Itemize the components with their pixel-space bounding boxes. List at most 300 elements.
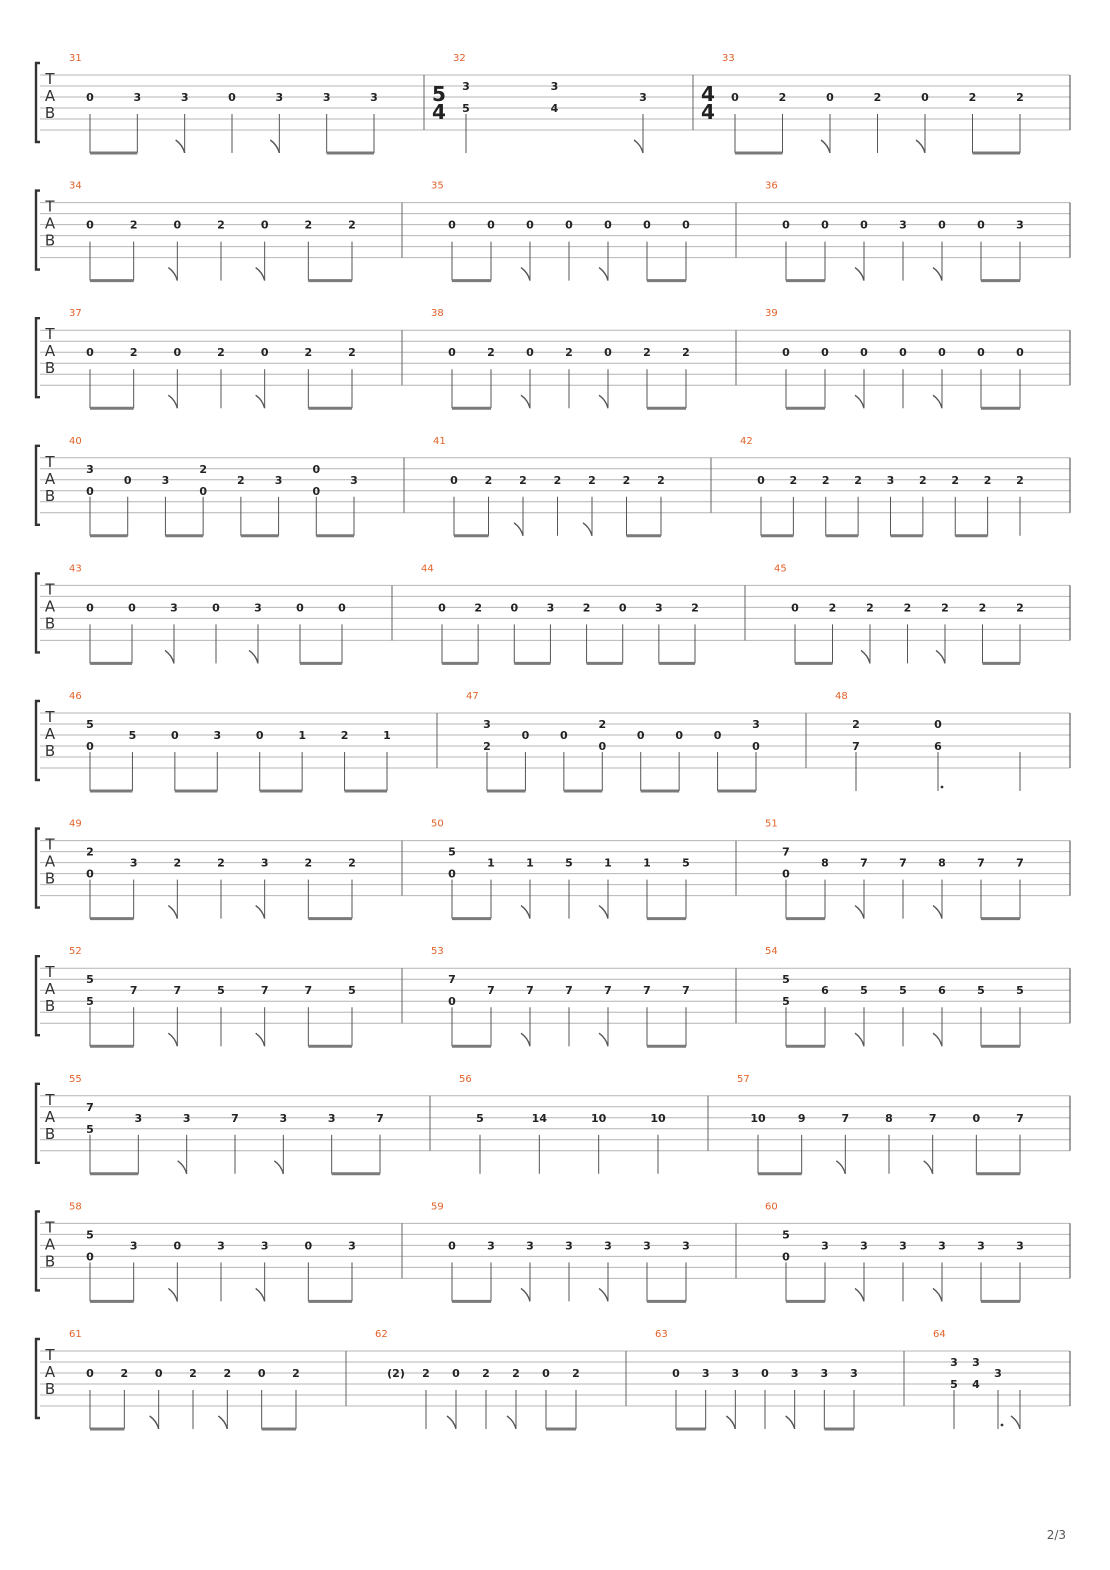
fret-number: 0 [675, 729, 683, 742]
fret-number: 2 [852, 718, 860, 731]
measure-number: 64 [933, 1329, 946, 1340]
fret-number: 3 [860, 1239, 868, 1253]
fret-number: 5 [860, 984, 868, 998]
fret-number: 5 [565, 856, 573, 870]
fret-number: 0 [713, 729, 722, 742]
fret-number: 4 [550, 102, 559, 115]
note-flag [634, 140, 643, 153]
fret-number: 7 [260, 984, 269, 998]
tab-clef-letter: B [44, 359, 56, 378]
fret-number: 7 [604, 984, 612, 998]
note-flag [521, 1288, 530, 1301]
fret-number: 0 [448, 346, 456, 360]
note-flag [256, 906, 265, 919]
note-flag [599, 1033, 608, 1046]
note-flag [855, 1033, 864, 1046]
fret-number: 0 [643, 218, 651, 232]
dot [941, 786, 944, 789]
fret-number: 2 [866, 601, 874, 615]
tab-clef-letter: T [45, 197, 55, 216]
fret-number: 2 [983, 473, 992, 487]
fret-number: 2 [483, 740, 491, 753]
fret-number: 7 [977, 856, 985, 870]
dot [1001, 1424, 1004, 1427]
fret-number: 2 [237, 473, 245, 487]
fret-number: 3 [279, 1111, 288, 1125]
time-signature-bottom: 4 [432, 100, 446, 124]
note-flag [256, 395, 265, 408]
fret-number: 2 [304, 856, 313, 870]
fret-number: 3 [821, 1239, 829, 1253]
fret-number: 3 [886, 473, 895, 487]
note-flag [916, 140, 925, 153]
note-flag [726, 1416, 735, 1429]
fret-number: 0 [438, 601, 446, 615]
fret-number: 0 [86, 91, 94, 104]
fret-number: 0 [86, 484, 94, 498]
note-flag [521, 906, 530, 919]
measure-number: 47 [466, 691, 479, 702]
fret-number: 0 [934, 718, 942, 731]
note-flag [786, 1416, 795, 1429]
fret-number: 0 [757, 473, 765, 487]
tab-clef-letter: A [44, 1107, 56, 1126]
fret-number: 2 [657, 473, 665, 487]
fret-number: 3 [275, 91, 284, 104]
fret-number: 3 [899, 218, 907, 232]
note-flag [599, 906, 608, 919]
measure-number: 41 [433, 435, 446, 447]
tab-clef-letter: B [44, 869, 56, 888]
tab-clef-letter: B [44, 997, 56, 1016]
fret-number: 0 [752, 740, 760, 753]
fret-number: 7 [928, 1111, 937, 1125]
fret-number: 0 [972, 1111, 981, 1125]
fret-number: 0 [565, 218, 573, 232]
fret-number: 0 [761, 1367, 769, 1380]
fret-number: 0 [782, 1250, 790, 1264]
fret-number: 0 [86, 1250, 94, 1264]
fret-number: 4 [972, 1378, 980, 1391]
fret-number: 0 [782, 867, 790, 881]
note-flag [855, 1288, 864, 1301]
fret-number: 7 [129, 984, 138, 998]
fret-number: 5 [86, 1228, 94, 1242]
fret-number: 3 [899, 1239, 907, 1253]
fret-number: 0 [526, 346, 534, 360]
fret-number: 2 [778, 91, 787, 104]
measure-number: 43 [69, 563, 82, 575]
note-flag [168, 1288, 177, 1301]
fret-number: 5 [86, 973, 94, 987]
system-bracket [36, 701, 40, 780]
fret-number: 3 [161, 473, 170, 487]
fret-number: 0 [921, 91, 929, 104]
fret-number: 2 [348, 346, 356, 360]
fret-number: 5 [682, 856, 690, 870]
fret-number: 0 [526, 218, 534, 232]
fret-number: 3 [701, 1367, 710, 1380]
fret-number: 2 [484, 473, 493, 487]
system-bracket [36, 1211, 40, 1290]
fret-number: 3 [604, 1239, 612, 1253]
fret-number: 2 [512, 1367, 520, 1380]
fret-number: 9 [797, 1111, 806, 1125]
system-bracket [36, 829, 40, 908]
fret-number: 3 [731, 1367, 740, 1380]
note-flag [256, 1288, 265, 1301]
fret-number: 0 [154, 1367, 163, 1380]
fret-number: 0 [257, 1367, 266, 1380]
fret-number: 0 [731, 91, 739, 104]
measure-number: 49 [69, 818, 82, 830]
fret-number: 5 [348, 984, 356, 998]
fret-number: 7 [841, 1111, 850, 1125]
note-flag [924, 1161, 933, 1174]
fret-number: 5 [1016, 984, 1024, 998]
fret-number: 5 [86, 1122, 94, 1136]
fret-number: 2 [482, 1367, 490, 1380]
fret-number: 2 [588, 473, 596, 487]
tab-clef-letter: T [45, 580, 55, 599]
measure-number: 50 [431, 818, 444, 830]
measure-number: 32 [453, 53, 466, 64]
measure-number: 60 [765, 1201, 778, 1213]
fret-number: 0 [86, 218, 94, 232]
fret-number: 2 [789, 473, 798, 487]
fret-number: 2 [474, 601, 482, 615]
fret-number: 5 [899, 984, 907, 998]
fret-number: 0 [452, 1367, 460, 1380]
fret-number: 2 [941, 601, 949, 615]
note-flag [521, 1033, 530, 1046]
note-flag [861, 650, 870, 663]
fret-number: 10 [750, 1111, 766, 1125]
fret-number: 2 [828, 601, 837, 615]
fret-number: 3 [260, 856, 269, 870]
fret-number: 2 [304, 346, 313, 360]
note-flag [256, 268, 265, 281]
fret-number: 0 [312, 484, 321, 498]
tab-clef-letter: B [44, 614, 56, 633]
fret-number: 7 [86, 1100, 94, 1114]
measure-number: 45 [774, 563, 787, 575]
fret-number: 0 [560, 729, 568, 742]
fret-number: 0 [448, 995, 456, 1009]
tab-clef-letter: T [45, 708, 55, 726]
fret-number: 2 [129, 218, 138, 232]
tab-clef-letter: B [44, 1252, 56, 1271]
fret-number: 2 [348, 856, 356, 870]
system-bracket [36, 446, 40, 525]
fret-number: 2 [199, 462, 207, 476]
system-bracket [36, 573, 40, 652]
measure-number: 54 [765, 946, 778, 958]
fret-number: 3 [348, 1239, 356, 1253]
fret-number: 7 [231, 1111, 239, 1125]
fret-number: 3 [972, 1356, 980, 1369]
system-bracket [36, 191, 40, 270]
note-flag [855, 395, 864, 408]
fret-number: 2 [682, 346, 690, 360]
fret-number: 3 [526, 1239, 534, 1253]
note-flag [599, 268, 608, 281]
tab-clef-letter: A [44, 342, 56, 361]
fret-number: 0 [521, 729, 530, 742]
fret-number: 6 [934, 740, 942, 753]
measure-number: 33 [722, 53, 735, 64]
fret-number: 5 [950, 1378, 958, 1391]
fret-number: 0 [312, 462, 321, 476]
fret-number: 7 [565, 984, 573, 998]
fret-number: 2 [821, 473, 830, 487]
fret-number: 0 [977, 346, 985, 360]
fret-number: 0 [448, 218, 456, 232]
fret-number: 0 [86, 601, 94, 615]
fret-number: 3 [994, 1367, 1002, 1380]
tab-clef-letter: T [45, 963, 55, 982]
fret-number: 7 [173, 984, 182, 998]
note-flag [821, 140, 830, 153]
fret-number: 7 [782, 845, 790, 859]
page-number: 2/3 [1046, 1528, 1066, 1542]
fret-number: 7 [643, 984, 651, 998]
measure-number: 31 [69, 53, 82, 64]
note-flag [836, 1161, 845, 1174]
measure-number: 40 [69, 435, 82, 447]
fret-number: 0 [86, 867, 94, 881]
fret-number: (2) [387, 1367, 405, 1380]
fret-number: 2 [622, 473, 631, 487]
fret-number: 0 [448, 867, 456, 881]
fret-number: 0 [938, 346, 946, 360]
measure-number: 42 [740, 435, 753, 447]
tab-clef-letter: B [44, 1380, 56, 1398]
measure-number: 56 [459, 1073, 472, 1085]
note-flag [168, 1033, 177, 1046]
fret-number: 2 [292, 1367, 300, 1380]
fret-number: 2 [340, 729, 349, 742]
fret-number: 0 [338, 601, 346, 615]
fret-number: 3 [254, 601, 262, 615]
fret-number: 2 [978, 601, 987, 615]
measure-number: 46 [69, 691, 82, 702]
fret-number: 7 [852, 740, 860, 753]
tab-clef-letter: A [44, 725, 56, 743]
fret-number: 2 [1016, 473, 1024, 487]
fret-number: 0 [173, 1239, 182, 1253]
measure-number: 55 [69, 1073, 82, 1085]
fret-number: 3 [850, 1367, 858, 1380]
fret-number: 3 [1016, 218, 1024, 232]
tab-clef-letter: T [45, 452, 55, 471]
fret-number: 1 [604, 856, 612, 870]
note-flag [150, 1416, 159, 1429]
fret-number: 2 [120, 1367, 129, 1380]
fret-number: 3 [182, 1111, 191, 1125]
fret-number: 2 [951, 473, 960, 487]
fret-number: 0 [682, 218, 690, 232]
fret-number: 3 [977, 1239, 985, 1253]
fret-number: 10 [650, 1111, 666, 1125]
fret-number: 3 [129, 856, 138, 870]
fret-number: 2 [643, 346, 651, 360]
fret-number: 2 [553, 473, 562, 487]
fret-number: 0 [977, 218, 985, 232]
fret-number: 0 [448, 1239, 456, 1253]
fret-number: 2 [519, 473, 527, 487]
note-flag [218, 1416, 227, 1429]
fret-number: 1 [298, 729, 306, 742]
fret-number: 3 [1016, 1239, 1024, 1253]
fret-number: 3 [682, 1239, 690, 1253]
fret-number: 3 [274, 473, 283, 487]
note-flag [178, 1161, 187, 1174]
fret-number: 5 [782, 1228, 790, 1242]
fret-number: 3 [213, 729, 222, 742]
fret-number: 3 [133, 91, 142, 104]
note-flag [521, 395, 530, 408]
fret-number: 0 [86, 346, 94, 360]
fret-number: 3 [217, 1239, 225, 1253]
fret-number: 0 [782, 346, 790, 360]
fret-number: 8 [885, 1111, 893, 1125]
fret-number: 3 [546, 601, 555, 615]
fret-number: 3 [820, 1367, 829, 1380]
fret-number: 2 [1016, 601, 1024, 615]
fret-number: 0 [173, 346, 182, 360]
fret-number: 3 [790, 1367, 799, 1380]
tab-clef-letter: B [44, 231, 56, 250]
fret-number: 5 [782, 973, 790, 987]
fret-number: 3 [86, 462, 94, 476]
fret-number: 0 [304, 1239, 313, 1253]
fret-number: 2 [223, 1367, 232, 1380]
fret-number: 0 [171, 729, 179, 742]
fret-number: 3 [260, 1239, 269, 1253]
fret-number: 0 [598, 740, 607, 753]
tab-clef-letter: B [44, 742, 56, 760]
fret-number: 3 [565, 1239, 573, 1253]
fret-number: 2 [217, 856, 225, 870]
fret-number: 5 [476, 1111, 484, 1125]
tab-clef-letter: T [45, 1346, 55, 1364]
note-flag [270, 140, 279, 153]
tab-clef-letter: T [45, 1090, 55, 1109]
fret-number: 14 [531, 1111, 547, 1125]
measure-number: 53 [431, 946, 444, 958]
fret-number: 0 [510, 601, 519, 615]
fret-number: 7 [304, 984, 313, 998]
note-flag [936, 650, 945, 663]
fret-number: 0 [123, 473, 132, 487]
measure-number: 38 [431, 308, 444, 320]
fret-number: 0 [826, 91, 834, 104]
fret-number: 2 [919, 473, 927, 487]
fret-number: 0 [128, 601, 136, 615]
fret-number: 0 [860, 346, 868, 360]
fret-number: 0 [212, 601, 220, 615]
fret-number: 2 [422, 1367, 430, 1380]
fret-number: 3 [370, 91, 378, 104]
fret-number: 2 [173, 856, 182, 870]
measure-number: 48 [835, 691, 848, 702]
fret-number: 3 [327, 1111, 336, 1125]
tab-clef-letter: A [44, 597, 56, 616]
fret-number: 3 [322, 91, 331, 104]
fret-number: 6 [821, 984, 829, 998]
fret-number: 2 [582, 601, 591, 615]
fret-number: 7 [682, 984, 690, 998]
fret-number: 6 [938, 984, 946, 998]
system-bracket [36, 63, 40, 142]
note-flag [165, 650, 174, 663]
tab-clef-letter: B [44, 486, 56, 505]
fret-number: 3 [134, 1111, 143, 1125]
fret-number: 2 [968, 91, 977, 104]
note-flag [249, 650, 258, 663]
measure-number: 36 [765, 180, 778, 192]
tab-clef-letter: T [45, 1218, 55, 1237]
fret-number: 7 [899, 856, 907, 870]
fret-number: 3 [129, 1239, 138, 1253]
fret-number: 5 [448, 845, 456, 859]
measure-number: 58 [69, 1201, 82, 1213]
tab-clef-letter: T [45, 70, 55, 88]
fret-number: 5 [782, 995, 790, 1009]
fret-number: 2 [487, 346, 495, 360]
fret-number: 10 [591, 1111, 607, 1125]
fret-number: 3 [950, 1356, 958, 1369]
fret-number: 8 [938, 856, 946, 870]
tab-clef-letter: A [44, 214, 56, 233]
fret-number: 0 [860, 218, 868, 232]
tab-clef-letter: B [44, 104, 56, 122]
fret-number: 5 [86, 995, 94, 1009]
fret-number: 0 [899, 346, 907, 360]
fret-number: 2 [1016, 91, 1024, 104]
note-flag [256, 1033, 265, 1046]
fret-number: 0 [260, 346, 269, 360]
fret-number: 1 [487, 856, 495, 870]
system-bracket [36, 1084, 40, 1163]
fret-number: 3 [752, 718, 760, 731]
time-signature-top: 5 [432, 82, 446, 106]
note-flag [168, 395, 177, 408]
fret-number: 0 [86, 740, 94, 753]
fret-number: 7 [448, 973, 456, 987]
fret-number: 0 [604, 346, 612, 360]
fret-number: 0 [199, 484, 207, 498]
fret-number: 3 [487, 1239, 495, 1253]
fret-number: 1 [526, 856, 534, 870]
fret-number: 3 [643, 1239, 651, 1253]
fret-number: 0 [938, 218, 946, 232]
fret-number: 5 [86, 718, 94, 731]
measure-number: 61 [69, 1329, 82, 1340]
tab-clef-letter: T [45, 325, 55, 344]
fret-number: 3 [170, 601, 178, 615]
fret-number: 7 [860, 856, 868, 870]
fret-number: 5 [128, 729, 137, 742]
fret-number: 0 [636, 729, 645, 742]
fret-number: 3 [639, 91, 647, 104]
measure-number: 34 [69, 180, 82, 192]
fret-number: 0 [618, 601, 627, 615]
measure-number: 57 [737, 1073, 750, 1085]
measure-number: 51 [765, 818, 778, 830]
measure-number: 37 [69, 308, 82, 320]
